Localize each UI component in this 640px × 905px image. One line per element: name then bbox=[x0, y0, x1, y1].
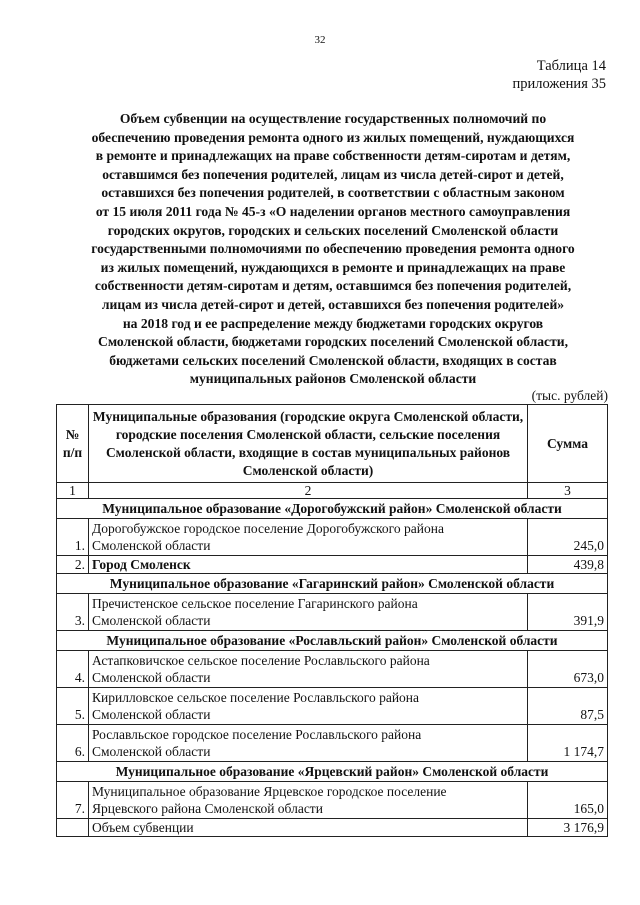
title-line: оставшимся без попечения родителей, лицам из числа детей-сирот и детей, bbox=[102, 166, 564, 182]
row-number: 6. bbox=[57, 725, 89, 762]
table-row bbox=[57, 688, 608, 725]
row-name-line: Смоленской области bbox=[92, 613, 211, 628]
row-sum: 673,0 bbox=[528, 651, 608, 688]
table-row bbox=[57, 519, 608, 556]
group-row bbox=[57, 574, 608, 594]
row-sum: 165,0 bbox=[528, 782, 608, 819]
row-number: 4. bbox=[57, 651, 89, 688]
column-index: 3 bbox=[528, 483, 608, 499]
title-line: на 2018 год и ее распределение между бюджетами городских округов bbox=[122, 315, 544, 331]
table-row bbox=[57, 725, 608, 762]
header-num bbox=[57, 405, 89, 483]
title-line: собственности детям-сиротам и детям, оставшимся без попечения родителей, bbox=[94, 278, 572, 294]
title-line: муниципальных районов Смоленской области bbox=[189, 371, 477, 387]
column-index-row bbox=[57, 483, 608, 499]
row-name-line: Смоленской области bbox=[92, 707, 211, 722]
group-title: Муниципальное образование «Рославльский район» Смоленской области bbox=[57, 631, 608, 651]
row-name: Город Смоленск bbox=[89, 556, 528, 574]
total-label: Объем субвенции bbox=[89, 819, 528, 837]
document-title bbox=[52, 110, 614, 389]
total-row bbox=[57, 819, 608, 837]
title-line: государственными полномочиями по обеспечению проведения ремонта одного bbox=[91, 241, 575, 257]
group-row bbox=[57, 762, 608, 782]
row-number: 2. bbox=[57, 556, 89, 574]
row-number: 3. bbox=[57, 594, 89, 631]
row-name bbox=[89, 725, 528, 762]
row-name bbox=[89, 688, 528, 725]
row-name-line: Муниципальное образование Ярцевское городское поселение bbox=[92, 784, 447, 799]
title-line: Объем субвенции на осуществление государственных полномочий по bbox=[119, 111, 547, 126]
title-line: бюджетами сельских поселений Смоленской области, входящих в состав bbox=[109, 352, 557, 368]
row-sum: 87,5 bbox=[528, 688, 608, 725]
row-name-line: Смоленской области bbox=[92, 744, 211, 759]
row-name-line: Дорогобужское городское поселение Дорогобужского района bbox=[92, 521, 444, 536]
row-name bbox=[89, 519, 528, 556]
row-number: 5. bbox=[57, 688, 89, 725]
title-line: городских округов, городских и сельских поселений Смоленской области bbox=[107, 222, 559, 238]
group-title: Муниципальное образование «Дорогобужский район» Смоленской области bbox=[57, 499, 608, 519]
group-title: Муниципальное образование «Ярцевский район» Смоленской области bbox=[57, 762, 608, 782]
table-ref-line2: приложения 35 bbox=[512, 76, 606, 92]
row-name-line: Пречистенское сельское поселение Гагаринского района bbox=[92, 596, 418, 611]
row-number: 7. bbox=[57, 782, 89, 819]
row-name bbox=[89, 594, 528, 631]
title-line: обеспечению проведения ремонта одного из жилых помещений, нуждающихся bbox=[91, 129, 575, 145]
column-index: 2 bbox=[89, 483, 528, 499]
row-name-line: Астапковичское сельское поселение Рославльского района bbox=[92, 653, 430, 668]
group-row bbox=[57, 631, 608, 651]
subvention-table bbox=[56, 404, 608, 837]
row-name bbox=[89, 651, 528, 688]
table-row bbox=[57, 782, 608, 819]
row-sum: 245,0 bbox=[528, 519, 608, 556]
title-line: из жилых помещений, нуждающихся в ремонте и принадлежащих на праве bbox=[100, 259, 566, 275]
units-label: (тыс. рублей) bbox=[531, 388, 608, 403]
column-index: 1 bbox=[57, 483, 89, 499]
header-num-line1: № bbox=[65, 427, 80, 442]
header-name: Муниципальные образования (городские округа Смоленской области, городские поселения Смоленской области, сельские поселения Смоленской области, входящие в состав муниципальных районов Смоленской области) bbox=[89, 405, 528, 483]
row-name-line: Рославльское городское поселение Рославльского района bbox=[92, 727, 422, 742]
title-line: лицам из числа детей-сирот и детей, оставшихся без попечения родителей» bbox=[101, 296, 565, 312]
total-sum: 3 176,9 bbox=[528, 819, 608, 837]
row-name-line: Кирилловское сельское поселение Рославльского района bbox=[92, 690, 420, 705]
row-name-line: Смоленской области bbox=[92, 538, 211, 553]
header-sum: Сумма bbox=[528, 405, 608, 483]
group-row bbox=[57, 499, 608, 519]
group-title: Муниципальное образование «Гагаринский район» Смоленской области bbox=[57, 574, 608, 594]
header-num-line2: п/п bbox=[62, 445, 83, 460]
table-reference bbox=[513, 57, 606, 93]
title-line: Смоленской области, бюджетами городских поселений Смоленской области, bbox=[98, 334, 568, 350]
row-number: 1. bbox=[57, 519, 89, 556]
table-row bbox=[57, 556, 608, 574]
table-ref-line1: Таблица 14 bbox=[536, 58, 606, 74]
table-header-row bbox=[57, 405, 608, 483]
row-name bbox=[89, 782, 528, 819]
page-number: 32 bbox=[314, 34, 326, 46]
table-row bbox=[57, 651, 608, 688]
row-sum: 391,9 bbox=[528, 594, 608, 631]
table-row bbox=[57, 594, 608, 631]
total-number-cell bbox=[57, 819, 89, 837]
title-line: оставшихся без попечения родителей, в соответствии с областным законом bbox=[101, 185, 565, 201]
title-line: от 15 июля 2011 года № 45-з «О наделении органов местного самоуправления bbox=[95, 203, 571, 219]
title-line: в ремонте и принадлежащих на праве собственности детям-сиротам и детям, bbox=[95, 148, 571, 164]
row-sum: 439,8 bbox=[528, 556, 608, 574]
row-name-line: Ярцевского района Смоленской области bbox=[92, 801, 323, 816]
row-sum: 1 174,7 bbox=[528, 725, 608, 762]
row-name-line: Смоленской области bbox=[92, 670, 211, 685]
